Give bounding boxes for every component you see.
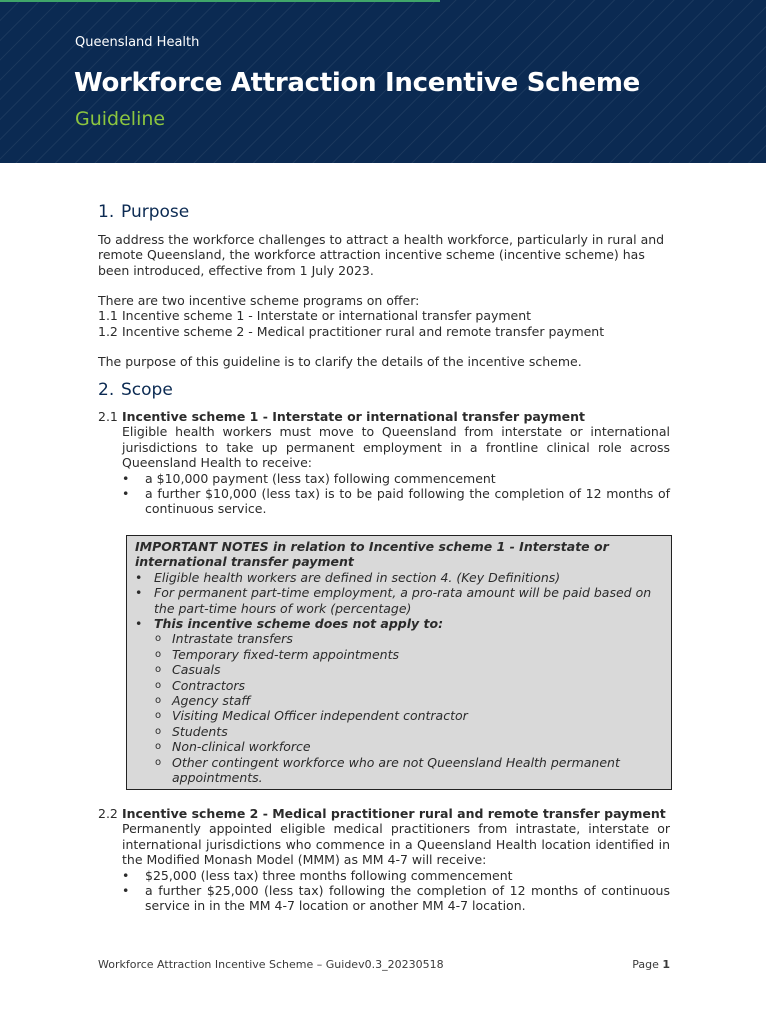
subsection-2-2: 2.2 Incentive scheme 2 - Medical practitioner rural and remote transfer payment Permanently appointed eligible medical practitioners from intrastate, interstate or international jurisdictions who commence in a Queensland Health location identified in the Modified Monash Model (MMM) as MM 4-7 will receive: • $25,000 (less tax) three months following commencement • a further $25,000 (less tax) following the completion of 12 months of continuous service in in the MM 4-7 location or another MM 4-7 location. [98, 806, 670, 914]
subsection-2-2-body: Permanently appointed eligible medical practitioners from intrastate, interstate or international jurisdictions who commence in a Queensland Health location identified in the Modified Monash Model (MMM) as MM 4-7 will receive: [122, 821, 670, 868]
list-item: • For permanent part-time employment, a pro-rata amount will be paid based on the part-time hours of work (percentage) [135, 585, 665, 616]
footer-document-name: Workforce Attraction Incentive Scheme – Guidev0.3_20230518 [98, 958, 444, 971]
list-item: o Other contingent workforce who are not Queensland Health permanent appointments. [135, 755, 665, 786]
list-item: o Intrastate transfers [135, 631, 665, 646]
subsection-2-1: 2.1 Incentive scheme 1 - Interstate or international transfer payment Eligible health workers must move to Queensland from interstate or international jurisdictions to take up permanent employment in a frontline clinical role across Queensland Health to receive: • a $10,000 payment (less tax) following commencement • a further $10,000 (less tax) is to be paid following the completion of 12 months of continuous service. [98, 409, 670, 517]
list-item: • Eligible health workers are defined in section 4. (Key Definitions) [135, 570, 665, 585]
purpose-statement: The purpose of this guideline is to clarify the details of the incentive scheme. [98, 354, 582, 369]
document-title: Workforce Attraction Incentive Scheme [74, 68, 640, 98]
list-item: o Contractors [135, 678, 665, 693]
document-subtitle: Guideline [75, 108, 166, 130]
notes-list [135, 570, 665, 786]
list-item: • a further $10,000 (less tax) is to be paid following the completion of 12 months of continuous service. [122, 486, 670, 517]
purpose-paragraph: To address the workforce challenges to attract a health workforce, particularly in rural and remote Queensland, the workforce attraction incentive scheme (incentive scheme) has been introduced, effective from 1 July 2023. [98, 232, 665, 278]
exclusions-list [135, 631, 665, 785]
document-header-banner [0, 0, 766, 163]
list-item [135, 616, 665, 785]
exclusions-heading: This incentive scheme does not apply to: [154, 616, 444, 632]
list-item: o Agency staff [135, 693, 665, 708]
list-item: o Visiting Medical Officer independent contractor [135, 708, 665, 723]
notes-title: IMPORTANT NOTES in relation to Incentive scheme 1 - Interstate or international transfer payment [135, 539, 609, 570]
header-accent-line [0, 0, 440, 2]
program-item: 1.1 Incentive scheme 1 - Interstate or international transfer payment [98, 308, 532, 323]
page-number: Page 1 [632, 958, 670, 971]
section-1-heading: 1. Purpose [98, 202, 190, 222]
list-item: o Temporary fixed-term appointments [135, 647, 665, 662]
organisation-name: Queensland Health [75, 35, 200, 50]
list-item: o Students [135, 724, 665, 739]
section-2-heading: 2. Scope [98, 380, 173, 400]
programs-intro: There are two incentive scheme programs on offer: [98, 293, 420, 308]
list-item: o Non-clinical workforce [135, 739, 665, 754]
subsection-2-1-body: Eligible health workers must move to Queensland from interstate or international jurisdictions to take up permanent employment in a frontline clinical role across Queensland Health to receive: [122, 424, 670, 471]
list-item: • $25,000 (less tax) three months following commencement [122, 868, 670, 883]
program-item: 1.2 Incentive scheme 2 - Medical practitioner rural and remote transfer payment [98, 324, 605, 339]
page-footer [98, 958, 670, 971]
list-item: • a $10,000 payment (less tax) following commencement [122, 471, 670, 486]
subsection-2-2-title: Incentive scheme 2 - Medical practitioner rural and remote transfer payment [122, 806, 666, 821]
important-notes-box [126, 535, 672, 790]
subsection-2-2-bullets [122, 868, 670, 914]
list-item: • a further $25,000 (less tax) following the completion of 12 months of continuous service in in the MM 4-7 location or another MM 4-7 location. [122, 883, 670, 914]
subsection-2-1-title: Incentive scheme 1 - Interstate or international transfer payment [122, 409, 585, 424]
subsection-2-1-bullets [122, 471, 670, 517]
list-item: o Casuals [135, 662, 665, 677]
